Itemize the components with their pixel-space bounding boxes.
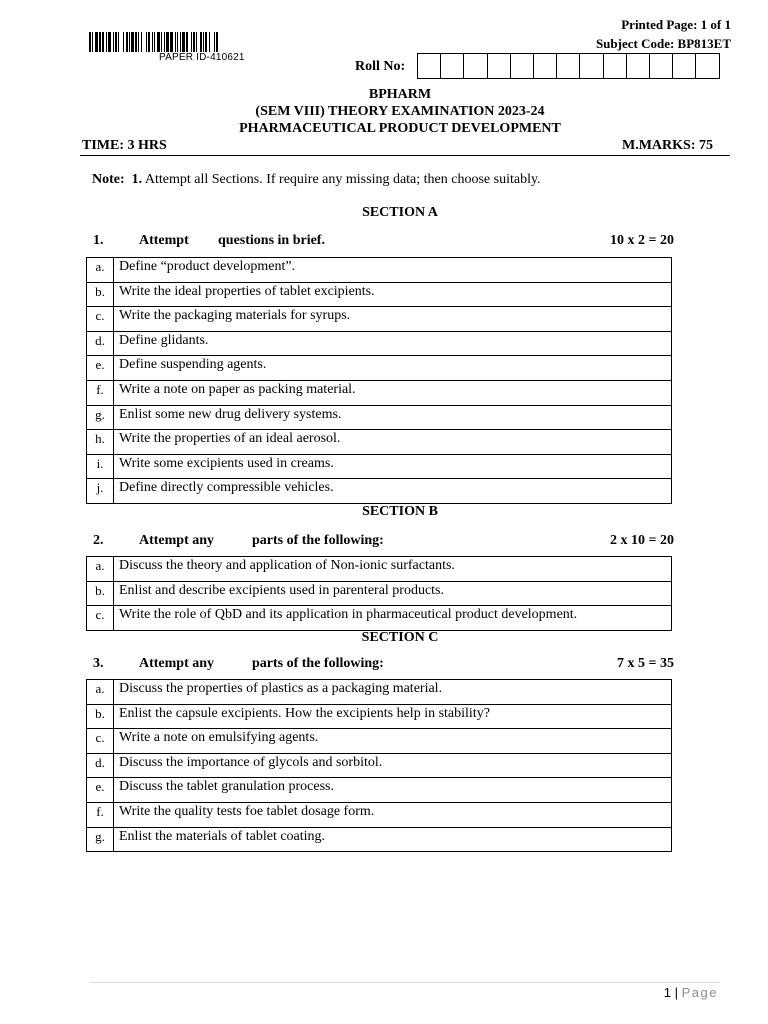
roll-no-digit-box[interactable] [557,54,580,78]
q2-instruction-a: Attempt any [139,533,215,548]
roll-no-digit-box[interactable] [511,54,534,78]
question-text: Define directly compressible vehicles. [114,479,672,504]
question-label: b. [87,704,114,729]
roll-no-digit-box[interactable] [650,54,673,78]
section-b-title: SECTION B [362,504,438,519]
question-label: g. [87,827,114,852]
question-row [87,778,672,803]
section-b-table [86,556,672,631]
question-label: a. [87,557,114,582]
exam-title: (SEM VIII) THEORY EXAMINATION 2023-24 [255,104,545,119]
q2-instruction-b: parts of the following: [252,533,384,548]
roll-no-digit-box[interactable] [673,54,696,78]
roll-no-boxes[interactable] [417,53,720,79]
question-row [87,454,672,479]
question-row [87,282,672,307]
question-row [87,581,672,606]
question-text: Discuss the tablet granulation process. [114,778,672,803]
section-a-table [86,257,672,504]
question-text: Write the packaging materials for syrups. [114,307,672,332]
question-label: e. [87,356,114,381]
time-label: TIME: 3 HRS [82,138,167,153]
question-text: Discuss the theory and application of Non-ionic surfactants. [114,557,672,582]
question-row [87,680,672,705]
roll-no-digit-box[interactable] [441,54,464,78]
q3-number: 3. [93,656,104,671]
question-row [87,430,672,455]
page-separator: | [674,985,678,1000]
program-title: BPHARM [368,87,432,102]
question-text: Write the properties of an ideal aerosol. [114,430,672,455]
question-row [87,380,672,405]
question-label: a. [87,680,114,705]
question-text: Define suspending agents. [114,356,672,381]
question-row [87,405,672,430]
question-text: Enlist some new drug delivery systems. [114,405,672,430]
question-text: Write the role of QbD and its application in pharmaceutical product development. [114,606,672,631]
question-text: Write a note on emulsifying agents. [114,729,672,754]
question-label: h. [87,430,114,455]
roll-no-digit-box[interactable] [418,54,441,78]
roll-no-digit-box[interactable] [604,54,627,78]
question-label: i. [87,454,114,479]
q3-marks: 7 x 5 = 35 [617,656,674,671]
printed-page: Printed Page: 1 of 1 [621,17,731,32]
question-label: c. [87,729,114,754]
question-text: Enlist and describe excipients used in parenteral products. [114,581,672,606]
q1-instruction-b: questions in brief. [218,233,325,248]
q2-number: 2. [93,533,104,548]
question-row [87,258,672,283]
question-row [87,479,672,504]
question-text: Enlist the capsule excipients. How the excipients help in stability? [114,704,672,729]
note-number: 1. [131,172,143,187]
question-text: Write some excipients used in creams. [114,454,672,479]
max-marks: M.MARKS: 75 [622,138,713,153]
note [92,172,541,188]
question-row [87,307,672,332]
question-text: Write the ideal properties of tablet excipients. [114,282,672,307]
paper-id: PAPER ID-410621 [159,52,245,63]
question-text: Define glidants. [114,331,672,356]
question-text: Write a note on paper as packing material. [114,380,672,405]
barcode [89,32,317,52]
roll-no-digit-box[interactable] [464,54,487,78]
roll-no-label: Roll No: [355,59,406,74]
question-label: c. [87,606,114,631]
question-row [87,356,672,381]
question-row [87,331,672,356]
q1-instruction-a: Attempt [139,233,189,248]
subject-title: PHARMACEUTICAL PRODUCT DEVELOPMENT [239,121,561,136]
page-number: 1 [663,985,671,1000]
question-label: f. [87,802,114,827]
q1-marks: 10 x 2 = 20 [610,233,674,248]
question-text: Discuss the properties of plastics as a packaging material. [114,680,672,705]
question-label: a. [87,258,114,283]
roll-no-digit-box[interactable] [488,54,511,78]
question-label: d. [87,753,114,778]
section-c-table [86,679,672,852]
question-row [87,606,672,631]
question-label: j. [87,479,114,504]
roll-no-digit-box[interactable] [696,54,719,78]
q2-marks: 2 x 10 = 20 [610,533,674,548]
question-label: b. [87,282,114,307]
question-text: Discuss the importance of glycols and sorbitol. [114,753,672,778]
q3-instruction-b: parts of the following: [252,656,384,671]
question-row [87,557,672,582]
question-row [87,729,672,754]
question-label: c. [87,307,114,332]
q1-number: 1. [93,233,104,248]
question-text: Enlist the materials of tablet coating. [114,827,672,852]
page-footer [664,985,718,1000]
question-row [87,753,672,778]
section-a-title: SECTION A [362,205,438,220]
question-row [87,704,672,729]
page-word: Page [681,985,718,1000]
roll-no-digit-box[interactable] [580,54,603,78]
question-label: f. [87,380,114,405]
q3-instruction-a: Attempt any [139,656,215,671]
note-label: Note: [92,172,125,187]
question-text: Define “product development”. [114,258,672,283]
question-label: g. [87,405,114,430]
subject-code: Subject Code: BP813ET [595,36,731,51]
roll-no-digit-box[interactable] [627,54,650,78]
note-text: Attempt all Sections. If require any missing data; then choose suitably. [144,172,541,187]
question-text: Write the quality tests foe tablet dosage form. [114,802,672,827]
question-row [87,827,672,852]
section-c-title: SECTION C [361,630,439,645]
question-row [87,802,672,827]
roll-no-digit-box[interactable] [534,54,557,78]
footer-rule [90,982,720,983]
question-label: e. [87,778,114,803]
question-label: d. [87,331,114,356]
question-label: b. [87,581,114,606]
header-rule [80,155,730,156]
